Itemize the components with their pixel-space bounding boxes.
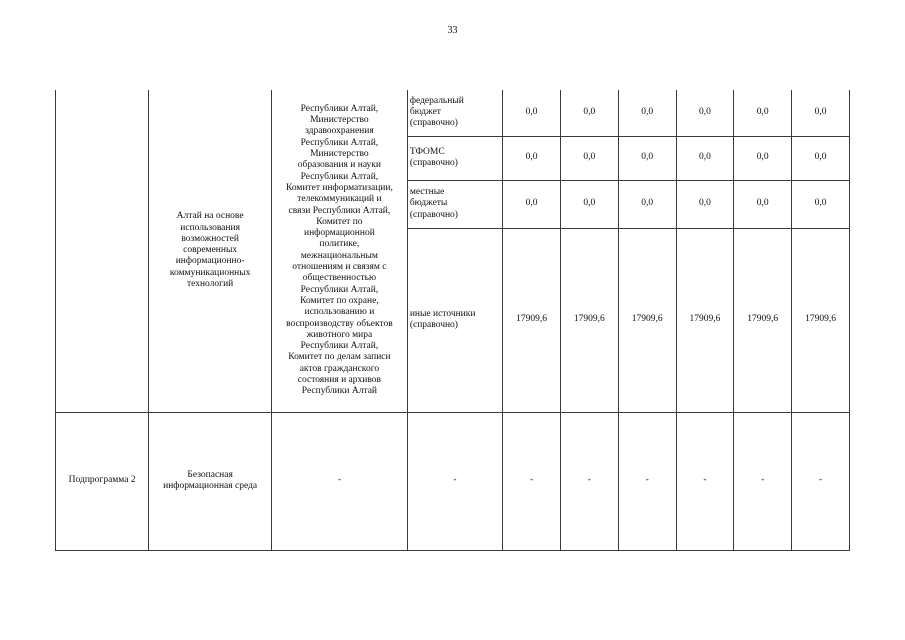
value-cell: 0,0	[676, 90, 734, 136]
subprogram-name-cell: Подпрограмма 2	[56, 412, 149, 550]
funding-source-cell: местные бюджеты (справочно)	[407, 180, 502, 228]
value-cell: 0,0	[560, 90, 618, 136]
value-cell: -	[560, 412, 618, 550]
value-cell: 0,0	[792, 136, 850, 180]
funding-source-cell: федеральный бюджет (справочно)	[407, 90, 502, 136]
table-row	[56, 412, 850, 550]
value-cell: 0,0	[503, 180, 561, 228]
program-goal-cell: Алтай на основе использования возможностей современных информационно- коммуникационных технологий	[149, 90, 272, 412]
executors-cell: -	[271, 412, 407, 550]
value-cell: 0,0	[618, 136, 676, 180]
executors-cell: Республики Алтай, Министерство здравоохранения Республики Алтай, Министерство образования и науки Республики Алтай, Комитет информатизации, телекоммуникаций и связи Республики Алтай, Комитет по информационной политике, межнациональным отношениям и связям с общественностью Республики Алтай, Комитет по охране, использованию и воспроизводству объектов животного мира Республики Алтай, Комитет по делам записи актов гражданского состояния и архивов Республики Алтай	[271, 90, 407, 412]
value-cell: -	[676, 412, 734, 550]
program-name-cell	[56, 90, 149, 412]
funding-table	[55, 90, 850, 551]
value-cell: 0,0	[560, 180, 618, 228]
value-cell: 0,0	[792, 90, 850, 136]
funding-source-cell: ТФОМС (справочно)	[407, 136, 502, 180]
value-cell: 0,0	[792, 180, 850, 228]
value-cell: 17909,6	[503, 228, 561, 412]
value-cell: 0,0	[503, 136, 561, 180]
value-cell: -	[503, 412, 561, 550]
value-cell: 17909,6	[676, 228, 734, 412]
value-cell: 0,0	[734, 90, 792, 136]
value-cell: 0,0	[676, 180, 734, 228]
value-cell: 0,0	[734, 136, 792, 180]
table-row	[56, 90, 850, 136]
value-cell: 17909,6	[792, 228, 850, 412]
value-cell: 0,0	[676, 136, 734, 180]
funding-source-cell: иные источники (справочно)	[407, 228, 502, 412]
page-number: 33	[447, 25, 458, 36]
value-cell: 0,0	[560, 136, 618, 180]
value-cell: -	[792, 412, 850, 550]
value-cell: 17909,6	[734, 228, 792, 412]
value-cell: -	[618, 412, 676, 550]
value-cell: 0,0	[734, 180, 792, 228]
value-cell: 17909,6	[618, 228, 676, 412]
value-cell: 0,0	[618, 180, 676, 228]
subprogram-title-cell: Безопасная информационная среда	[149, 412, 272, 550]
value-cell: 0,0	[503, 90, 561, 136]
value-cell: 17909,6	[560, 228, 618, 412]
funding-source-cell: -	[407, 412, 502, 550]
value-cell: -	[734, 412, 792, 550]
value-cell: 0,0	[618, 90, 676, 136]
